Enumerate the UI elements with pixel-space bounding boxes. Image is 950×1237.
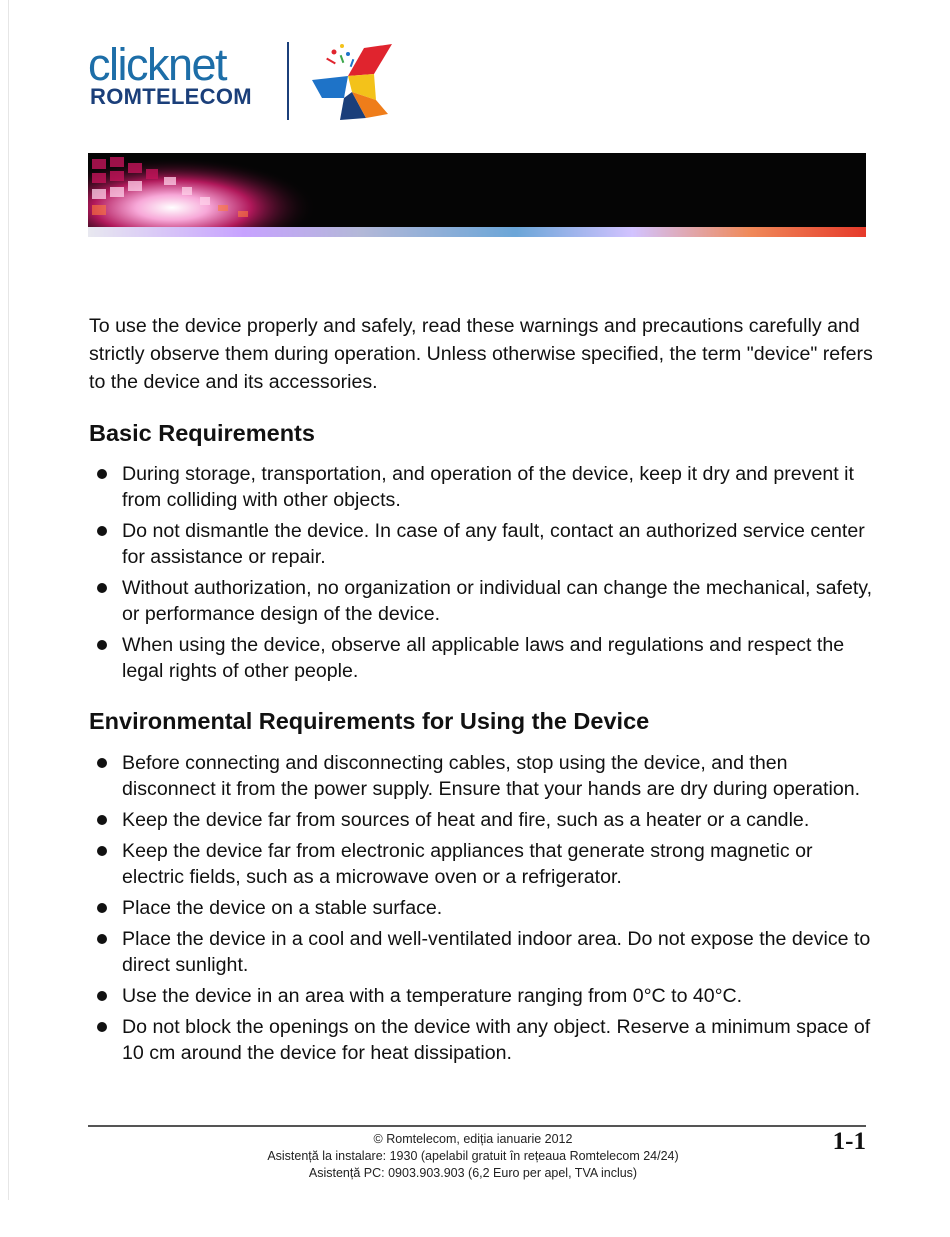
logo-wordmark: clicknet [88,39,227,90]
list-item: Use the device in an area with a temperature ranging from 0°C to 40°C. [89,983,879,1009]
butterfly-logo-icon [304,40,396,122]
pixel-burst-art [88,153,328,237]
list-item: When using the device, observe all applicable laws and regulations and respect the legal rights of other people. [89,632,879,684]
list-item: Keep the device far from electronic appliances that generate strong magnetic or electric fields, such as a microwave oven or a refrigerator. [89,838,879,890]
list-item: Before connecting and disconnecting cables, stop using the device, and then disconnect it from the power supply. Ensure that your hands are dry during operation. [89,750,879,802]
logo-subtitle: ROMTELECOM [90,84,252,109]
list-item: Do not dismantle the device. In case of any fault, contact an authorized service center for assistance or repair. [89,518,879,570]
intro-paragraph: To use the device properly and safely, read these warnings and precautions carefully and strictly observe them during operation. Unless otherwise specified, the term "device" refers to the device and its accessories. [89,315,873,393]
logo-divider [287,42,289,120]
list-item: Place the device in a cool and well-ventilated indoor area. Do not expose the device to direct sunlight. [89,926,879,978]
section-heading-basic: Basic Requirements [89,420,315,446]
footer-pc-support: Asistență PC: 0903.903.903 (6,2 Euro per apel, TVA inclus) [308,1166,638,1180]
list-item: During storage, transportation, and operation of the device, keep it dry and prevent it from colliding with other objects. [89,461,879,513]
list-item: Without authorization, no organization or individual can change the mechanical, safety, or performance design of the device. [89,575,879,627]
footer-install-support: Asistență la instalare: 1930 (apelabil gratuit în rețeaua Romtelecom 24/24) [267,1149,679,1163]
page-edge [8,0,9,1200]
page-number: 1-1 [832,1128,866,1155]
banner-color-strip [88,227,866,237]
list-item: Do not block the openings on the device with any object. Reserve a minimum space of 10 cm around the device for heat dissipation. [89,1014,879,1066]
basic-requirements-list [89,461,879,689]
list-item: Keep the device far from sources of heat and fire, such as a heater or a candle. [89,807,879,833]
footer-text [200,1131,746,1182]
header-banner [88,153,866,237]
footer-copyright: © Romtelecom, ediția ianuarie 2012 [373,1132,573,1146]
clicknet-romtelecom-logo [88,40,408,125]
footer-rule [88,1125,866,1127]
list-item: Place the device on a stable surface. [89,895,879,921]
section-heading-environmental: Environmental Requirements for Using the Device [89,708,650,734]
environmental-requirements-list [89,750,879,1071]
